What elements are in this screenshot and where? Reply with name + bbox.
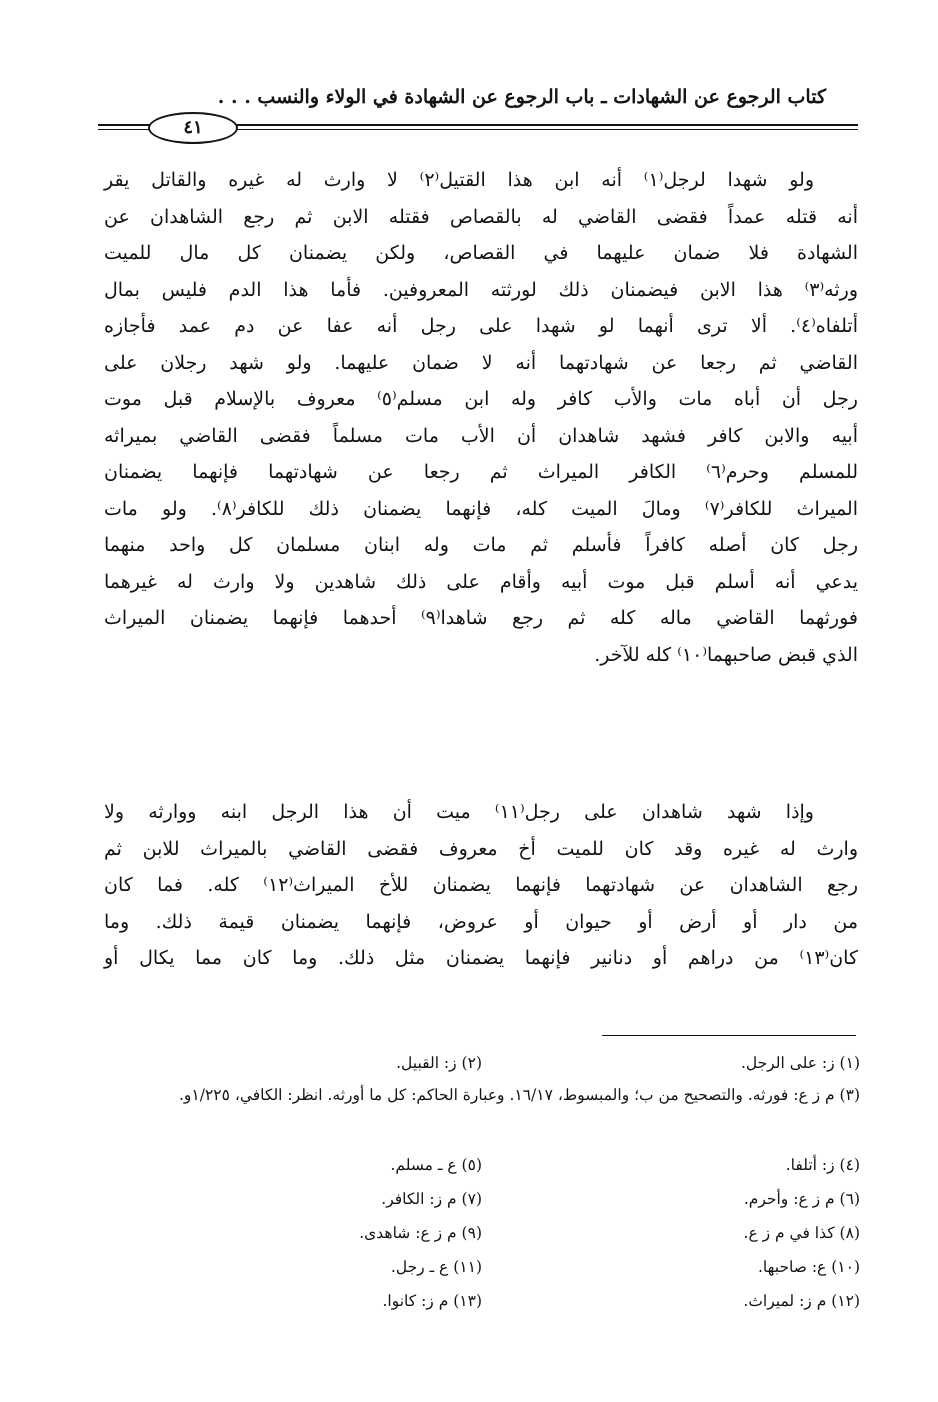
footnote-separator	[602, 1035, 856, 1036]
footnote: (٦) م ز ع: وأحرم.	[743, 1190, 860, 1208]
footnote: (١٣) م ز: كانوا.	[382, 1292, 482, 1310]
footnote: (٧) م ز: الكافر.	[381, 1190, 482, 1208]
text-line: الشهادة فلا ضمان عليهما في القصاص، ولكن يضمنان كل مال للميت	[104, 242, 858, 264]
text-line: يدعي أنه أسلم قبل موت أبيه وأقام على ذلك شاهدين ولا وارث له غيرهما	[104, 570, 858, 593]
text-line: للمسلم وحرم⁽٦⁾ الكافر الميراث ثم رجعا عن شهادتهما فإنهما يضمنان	[104, 461, 859, 483]
footnote: (٩) م ز ع: شاهدى.	[359, 1224, 482, 1242]
text-line: أبيه والابن كافر فشهد شاهدان أن الأب مات مسلماً فقضى القاضي بميراثه	[104, 424, 858, 447]
footnote: (١٢) م ز: لميراث.	[743, 1292, 860, 1310]
text-line: أتلفاه⁽٤⁾. ألا ترى أنهما لو شهدا على رجل أنه عفا عن دم عمد فأجازه	[104, 315, 858, 337]
text-line: كان⁽١٣⁾ من دراهم أو دنانير فإنهما يضمنان مثل ذلك. وما كان مما يكال أو	[104, 947, 858, 969]
text-line: رجل كان أصله كافراً فأسلم ثم مات وله ابنان مسلمان كل واحد منهما	[104, 534, 858, 556]
text-line: وإذا شهد شاهدان على رجل⁽١١⁾ ميت أن هذا الرجل ابنه ووارثه ولا	[104, 801, 814, 823]
text-line: الميراث للكافر⁽٧⁾ ومالَ الميت كله، فإنهما يضمنان ذلك للكافر⁽٨⁾. ولو مات	[104, 497, 858, 520]
body-paragraph-2	[104, 794, 858, 977]
text-line: وارث له غيره وقد كان للميت أخ معروف فقضى القاضي بالميراث للابن ثم	[104, 837, 858, 860]
text-line: من دار أو أرض أو حيوان أو عروض، فإنهما يضمنان قيمة ذلك. وما	[104, 910, 858, 933]
text-line: ولو شهدا لرجل⁽١⁾ أنه ابن هذا القتيل⁽٢⁾ لا وارث له غيره والقاتل يقر	[104, 169, 814, 191]
footnote: (٨) كذا في م ز ع.	[743, 1224, 860, 1242]
text-line: رجل أن أباه مات والأب كافر وله ابن مسلم⁽٥⁾ معروف بالإسلام قبل موت	[104, 388, 858, 410]
text-line: رجع الشاهدان عن شهادتهما فإنهما يضمنان للأخ الميراث⁽١٢⁾ كله. فما كان	[104, 874, 858, 896]
body-paragraph-1	[104, 162, 858, 673]
footnote: (١٠) ع: صاحبها.	[757, 1258, 860, 1276]
text-line: ورثه⁽٣⁾ هذا الابن فيضمنان ذلك لورثته المعروفين. فأما هذا الدم فليس بمال	[104, 278, 858, 301]
text-line: القاضي ثم رجعا عن شهادتهما أنه لا ضمان عليهما. ولو شهد رجلان على	[104, 351, 858, 374]
page-number: ٤١	[148, 112, 238, 144]
footnote: (١١) ع ـ رجل.	[390, 1258, 482, 1276]
text-line: فورثهما القاضي ماله كله ثم رجع شاهدا⁽٩⁾ أحدهما فإنهما يضمنان الميراث	[104, 607, 858, 629]
footnote: (٤) ز: أتلفا.	[785, 1156, 860, 1174]
footnote: (٥) ع ـ مسلم.	[390, 1156, 482, 1174]
footnotes	[104, 1046, 860, 1318]
text-line: أنه قتله عمداً فقضى القاضي له بالقصاص فقتله الابن ثم رجع الشاهدان عن	[104, 205, 858, 228]
footnote: (١) ز: على الرجل.	[740, 1054, 860, 1072]
footnote: (٣) م ز ع: فورثه. والتصحيح من ب؛ والمبسوط، ١٦/١٧. وعبارة الحاكم: كل ما أورثه. انظر: الكافي، ١/٢٢٥و.	[178, 1086, 860, 1104]
text-line: الذي قبض صاحبهما⁽١٠⁾ كله للآخر.	[594, 643, 858, 666]
footnote: (٢) ز: القبيل.	[396, 1054, 482, 1072]
running-header-title: كتاب الرجوع عن الشهادات ـ باب الرجوع عن الشهادة في الولاء والنسب . . .	[217, 86, 826, 108]
